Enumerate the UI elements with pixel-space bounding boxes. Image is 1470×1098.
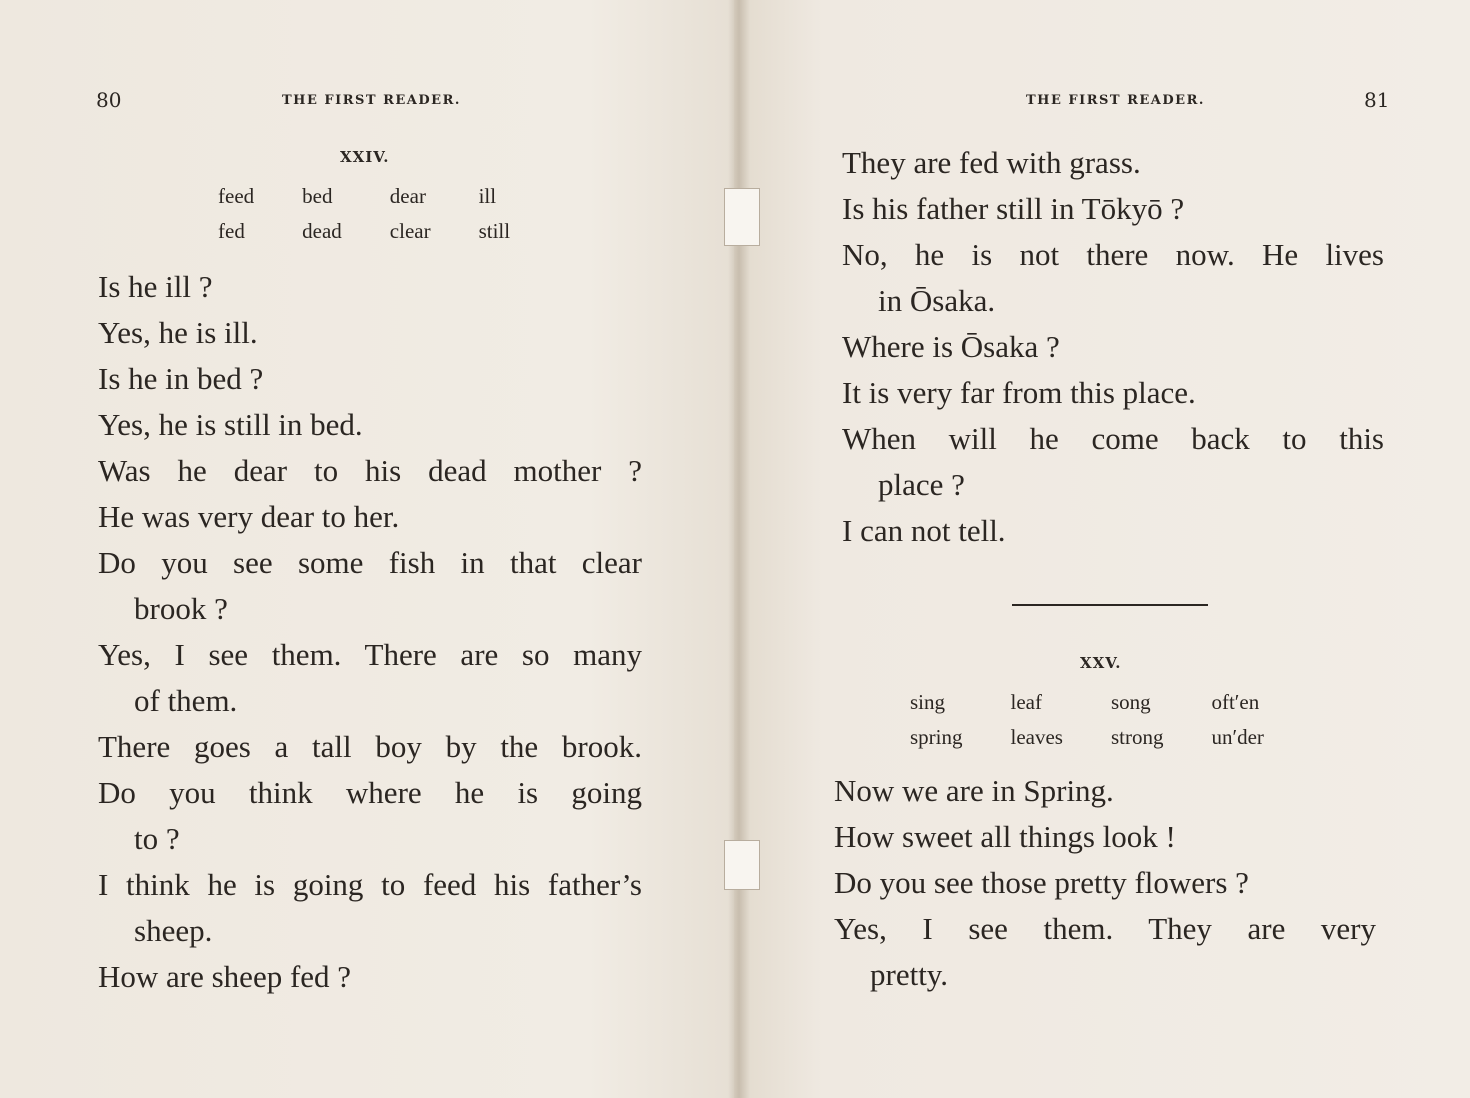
text-line: Yes, he is ill. — [98, 315, 258, 350]
lesson-title-xxiv: XXIV. — [340, 148, 390, 166]
text-line: How sweet all things look ! — [834, 819, 1176, 854]
text-line: Yes, I see them. There are so many — [98, 637, 642, 672]
text-line: Yes, I see them. They are very — [834, 911, 1376, 946]
vocab-word: dear — [389, 184, 426, 208]
lesson-title-xxv: XXV. — [1080, 654, 1122, 672]
vocab-word: feed — [218, 184, 255, 208]
text-line: I think he is going to feed his father’s — [98, 867, 642, 902]
book-gutter — [728, 0, 750, 1098]
vocab-list-xxiv — [218, 184, 510, 244]
text-line: They are fed with grass. — [842, 145, 1141, 180]
text-line: It is very far from this place. — [842, 375, 1196, 410]
binding-stitch — [724, 840, 760, 890]
text-line: Was he dear to his dead mother ? — [98, 453, 642, 488]
vocab-word: oft′en — [1211, 690, 1260, 714]
vocab-list-xxv — [910, 690, 1264, 750]
vocab-word: bed — [302, 184, 333, 208]
vocab-word: sing — [910, 690, 946, 714]
vocab-word: fed — [218, 219, 245, 243]
text-line: of them. — [134, 683, 238, 718]
binding-stitch — [724, 188, 760, 246]
vocab-word: ill — [478, 184, 497, 208]
vocab-word: song — [1110, 690, 1151, 714]
vocab-word: leaf — [1010, 690, 1042, 714]
vocab-word: un′der — [1211, 725, 1264, 749]
text-line: sheep. — [134, 913, 213, 948]
right-page — [734, 0, 1470, 1098]
vocab-word: still — [478, 219, 511, 243]
text-line: to ? — [134, 821, 180, 856]
page-number-left: 80 — [96, 88, 122, 112]
text-line: How are sheep fed ? — [98, 959, 352, 994]
text-line: brook ? — [134, 591, 228, 626]
text-line: Do you think where he is going — [98, 775, 642, 810]
vocab-word: leaves — [1010, 725, 1063, 749]
text-line: Do you see those pretty flowers ? — [834, 865, 1249, 900]
text-line: When will he come back to this — [842, 421, 1384, 456]
text-line: I can not tell. — [842, 513, 1006, 548]
page-number-right: 81 — [1364, 88, 1390, 112]
text-line: pretty. — [870, 957, 949, 992]
left-page — [0, 0, 734, 1098]
text-line: place ? — [878, 467, 965, 502]
text-line: Is he in bed ? — [98, 361, 264, 396]
lesson-text-xxv — [834, 768, 1376, 998]
text-line: Is his father still in Tōkyō ? — [842, 191, 1185, 226]
text-line: Is he ill ? — [98, 269, 213, 304]
section-divider — [1012, 604, 1208, 606]
text-line: Now we are in Spring. — [834, 773, 1114, 808]
text-line: Do you see some fish in that clear — [98, 545, 642, 580]
text-line: He was very dear to her. — [98, 499, 400, 534]
vocab-word: strong — [1110, 725, 1164, 749]
vocab-word: clear — [389, 219, 431, 243]
vocab-word: dead — [302, 219, 342, 243]
vocab-word: spring — [910, 725, 963, 749]
text-line: Where is Ōsaka ? — [842, 329, 1060, 364]
lesson-text-xxiv — [98, 264, 642, 1000]
running-head-right: THE FIRST READER. — [1026, 93, 1205, 108]
text-line: in Ōsaka. — [878, 283, 996, 318]
running-head-left: THE FIRST READER. — [282, 93, 461, 108]
text-line: There goes a tall boy by the brook. — [98, 729, 642, 764]
text-line: No, he is not there now. He lives — [842, 237, 1384, 272]
text-line: Yes, he is still in bed. — [98, 407, 363, 442]
lesson-text-xxiv-continued — [842, 140, 1384, 554]
